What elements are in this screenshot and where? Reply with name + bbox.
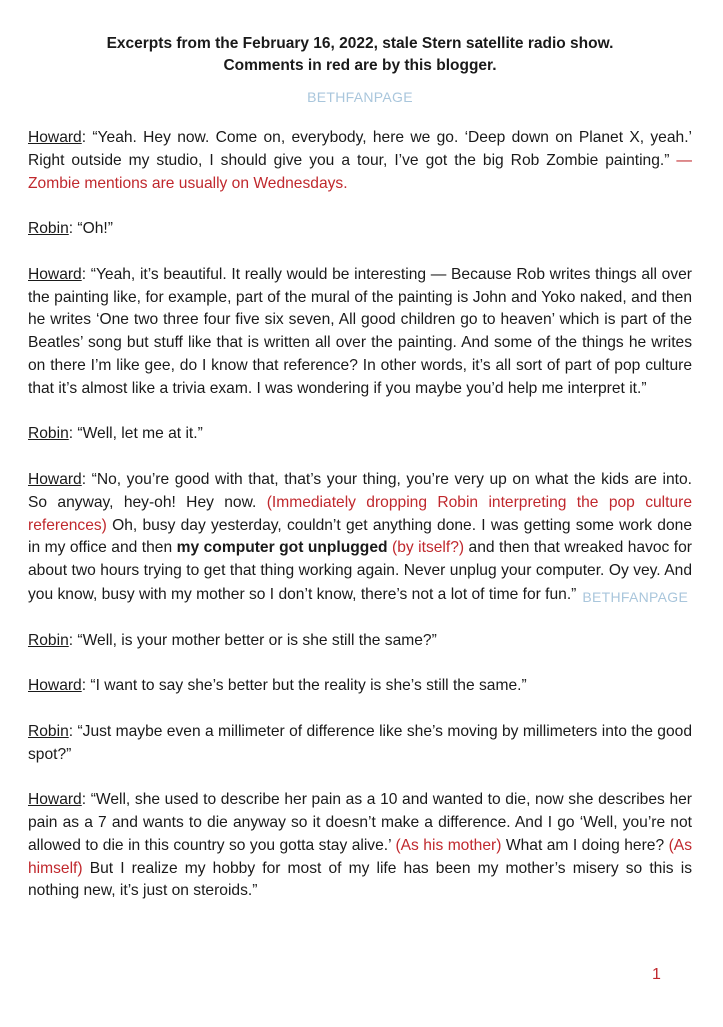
transcript-paragraph xyxy=(28,721,692,767)
dialogue-text: : “Yeah, it’s beautiful. It really would be interesting — Because Rob writes things all over the painting like, for example, part of the mural of the painting is John and Yoko naked, and then he writes ‘One two three four five six seven, All good children go to heaven’ which is part of the Beatles’ song but stuff like that is written all over the painting. And some of the things he writes on there I’m like gee, do I know that reference? In other words, it’s all sort of part of pop culture that it’s almost like a trivia exam. I was wondering if you maybe you’d help me interpret it.” xyxy=(28,265,692,397)
dialogue-text: But I realize my hobby for most of my life has been my mother’s misery so this is nothing new, it’s just on steroids.” xyxy=(28,859,692,900)
dialogue-text: : “Oh!” xyxy=(68,220,113,238)
speaker-name: Howard xyxy=(28,129,82,146)
dialogue-text: : “I want to say she’s better but the reality is she’s still the same.” xyxy=(81,677,527,695)
dialogue-text: Oh, busy day yesterday, couldn’t get anything done. I was getting some work done in my office and then xyxy=(28,516,692,557)
bold-emphasis: my computer got unplugged xyxy=(176,539,388,557)
dialogue-text: : “Yeah. Hey now. Come on, everybody, here we go. ‘Deep down on Planet X, yeah.’ Right outside my studio, I should give you a tour, I’ve got the big Rob Zombie painting.” xyxy=(28,129,692,169)
speaker-name: Robin xyxy=(28,220,69,238)
transcript-paragraph xyxy=(28,469,692,607)
header-title: Excerpts from the February 16, 2022, stale Stern satellite radio show. xyxy=(106,35,614,52)
transcript-paragraph xyxy=(28,127,692,195)
speaker-name: Howard xyxy=(28,791,82,809)
dialogue-text: : “Well, is your mother better or is she still the same?” xyxy=(68,631,437,649)
blogger-comment: (by itself?) xyxy=(387,539,465,557)
dialogue-text: : “No, you’re good with that, that’s your thing, you’re very up on what the kids are into. So anyway, hey-oh! Hey now. xyxy=(28,470,692,511)
transcript-paragraph xyxy=(28,789,692,903)
watermark-inline: BETHFANPAGE xyxy=(582,588,689,605)
blogger-comment: (Immediately dropping Robin interpreting the pop culture references) xyxy=(28,493,693,534)
page-number: 1 xyxy=(652,966,661,983)
dialogue-text: : “Well, she used to describe her pain as a 10 and wanted to die, now she describes her pain as a 7 and wants to die anyway so it doesn’t make a difference. And I go ‘Well, you’re not allowed to die in this country so you gotta stay alive.’ xyxy=(28,791,692,854)
speaker-name: Howard xyxy=(28,470,82,488)
speaker-name: Robin xyxy=(28,425,69,443)
blogger-comment: (As himself) xyxy=(28,836,692,877)
watermark-top: BETHFANPAGE xyxy=(307,89,413,105)
blogger-comment: (As his mother) xyxy=(395,836,502,854)
document-header xyxy=(28,33,692,77)
blogger-comment: — Zombie mentions are usually on Wednesdays. xyxy=(28,151,692,192)
transcript-paragraph xyxy=(28,264,692,401)
dialogue-text: : “Well, let me at it.” xyxy=(68,425,203,443)
dialogue-text: What am I doing here? xyxy=(501,836,669,854)
transcript-paragraph xyxy=(28,630,692,653)
document-page xyxy=(28,0,692,926)
transcript-paragraph xyxy=(28,423,692,446)
speaker-name: Robin xyxy=(28,722,69,740)
transcript-paragraph xyxy=(28,218,692,241)
speaker-name: Howard xyxy=(28,677,82,695)
transcript-paragraph xyxy=(28,675,692,698)
header-subtitle: Comments in red are by this blogger. xyxy=(223,57,497,74)
speaker-name: Robin xyxy=(28,631,69,649)
speaker-name: Howard xyxy=(28,265,82,283)
dialogue-text: and then that wreaked havoc for about two hours trying to get that thing working again. Never unplug your computer. Oy vey. And you know, busy with my mother so I don’t know, there’s not a lot of time for fun.” xyxy=(28,539,693,603)
transcript-body xyxy=(28,127,692,903)
dialogue-text: : “Just maybe even a millimeter of difference like she’s moving by millimeters into the good spot?” xyxy=(28,722,692,763)
